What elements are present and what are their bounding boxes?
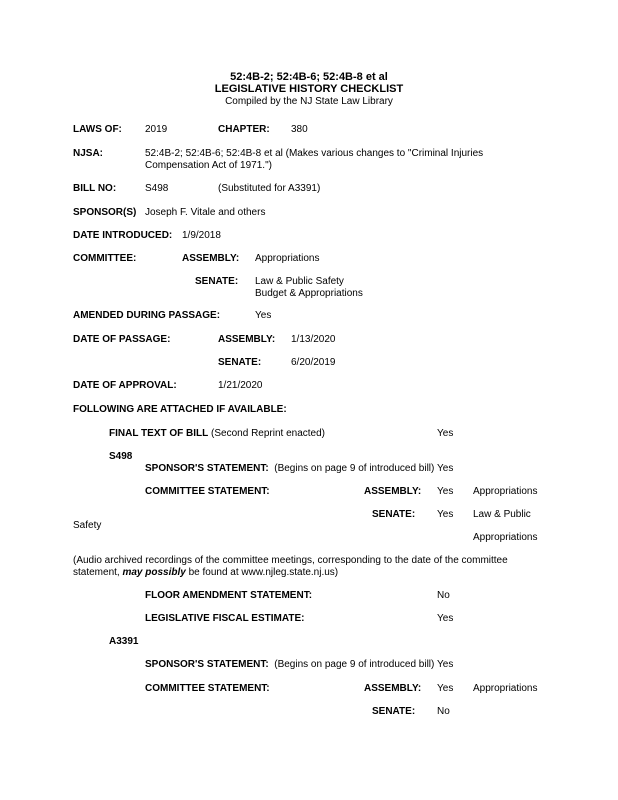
- audio-note-pre: statement,: [73, 567, 123, 578]
- approval-value: 1/21/2020: [218, 380, 263, 391]
- s498-senate-committee: Law & Public: [473, 509, 531, 520]
- a3391-senate-label: SENATE:: [372, 706, 416, 717]
- sponsor-label: SPONSOR(S): [73, 207, 137, 218]
- audio-note-line-2: [73, 567, 338, 579]
- committee-label: COMMITTEE:: [73, 253, 137, 264]
- s498-sponsor-value: Yes: [437, 463, 454, 474]
- a3391-committee-label: COMMITTEE STATEMENT:: [145, 683, 270, 694]
- s498-committee-label: COMMITTEE STATEMENT:: [145, 486, 270, 497]
- s498-fiscal-value: Yes: [437, 613, 454, 624]
- audio-note-line-1: (Audio archived recordings of the committee meetings, corresponding to the date of the committee: [73, 555, 508, 566]
- bill-no-label: BILL NO:: [73, 183, 117, 194]
- committee-assembly-label: ASSEMBLY:: [182, 253, 240, 264]
- page-title: LEGISLATIVE HISTORY CHECKLIST: [214, 83, 404, 95]
- passage-senate-label: SENATE:: [218, 357, 262, 368]
- a3391-sponsor-value: Yes: [437, 659, 454, 670]
- passage-senate-value: 6/20/2019: [291, 357, 336, 368]
- s498-label: S498: [109, 451, 133, 462]
- a3391-sponsor-note: (Begins on page 9 of introduced bill): [274, 659, 435, 670]
- committee-senate-label: SENATE:: [195, 276, 239, 287]
- s498-senate-committee-2: Appropriations: [473, 532, 538, 543]
- passage-label: DATE OF PASSAGE:: [73, 334, 171, 345]
- final-text-label: FINAL TEXT OF BILL: [109, 428, 209, 439]
- s498-senate-value: Yes: [437, 509, 454, 520]
- s498-assembly-value: Yes: [437, 486, 454, 497]
- njsa-label: NJSA:: [73, 148, 104, 159]
- bill-no-value: S498: [145, 183, 169, 194]
- s498-assembly-label: ASSEMBLY:: [364, 486, 422, 497]
- s498-senate-label: SENATE:: [372, 509, 416, 520]
- s498-sponsor-row: [145, 463, 434, 475]
- date-introduced-label: DATE INTRODUCED:: [73, 230, 173, 241]
- chapter-label: CHAPTER:: [218, 124, 270, 135]
- approval-label: DATE OF APPROVAL:: [73, 380, 177, 391]
- final-text-value: Yes: [437, 428, 454, 439]
- audio-note-emphasis: may possibly: [122, 567, 186, 578]
- committee-senate-value-2: Budget & Appropriations: [255, 288, 363, 299]
- statute-heading: 52:4B-2; 52:4B-6; 52:4B-8 et al: [230, 71, 388, 83]
- njsa-value: 52:4B-2; 52:4B-6; 52:4B-8 et al (Makes various changes to "Criminal Injuries Compensation Act of 1971."): [145, 148, 484, 171]
- laws-of-label: LAWS OF:: [73, 124, 122, 135]
- committee-senate-value: Law & Public Safety: [255, 276, 344, 287]
- committee-assembly-value: Appropriations: [255, 253, 320, 264]
- chapter-value: 380: [291, 124, 308, 135]
- final-text-note: (Second Reprint enacted): [211, 428, 326, 439]
- passage-assembly-value: 1/13/2020: [291, 334, 336, 345]
- s498-safety-text: Safety: [73, 520, 102, 531]
- a3391-label: A3391: [109, 636, 139, 647]
- compiled-by-line: Compiled by the NJ State Law Library: [225, 96, 393, 107]
- s498-floor-value: No: [437, 590, 450, 601]
- s498-sponsor-note: (Begins on page 9 of introduced bill): [274, 463, 435, 474]
- a3391-sponsor-row: [145, 659, 434, 671]
- s498-assembly-committee: Appropriations: [473, 486, 538, 497]
- s498-fiscal-label: LEGISLATIVE FISCAL ESTIMATE:: [145, 613, 305, 624]
- audio-note-post: be found at www.njleg.state.nj.us): [185, 567, 339, 578]
- s498-sponsor-label: SPONSOR'S STATEMENT:: [145, 463, 269, 474]
- a3391-assembly-label: ASSEMBLY:: [364, 683, 422, 694]
- amended-value: Yes: [255, 310, 272, 321]
- sponsor-value: Joseph F. Vitale and others: [145, 207, 266, 218]
- a3391-assembly-value: Yes: [437, 683, 454, 694]
- s498-floor-label: FLOOR AMENDMENT STATEMENT:: [145, 590, 313, 601]
- bill-no-note: (Substituted for A3391): [218, 183, 321, 194]
- a3391-assembly-committee: Appropriations: [473, 683, 538, 694]
- amended-label: AMENDED DURING PASSAGE:: [73, 310, 221, 321]
- attachments-heading: FOLLOWING ARE ATTACHED IF AVAILABLE:: [73, 404, 287, 415]
- a3391-senate-value: No: [437, 706, 450, 717]
- final-text-row: [109, 428, 325, 440]
- a3391-sponsor-label: SPONSOR'S STATEMENT:: [145, 659, 269, 670]
- date-introduced-value: 1/9/2018: [182, 230, 221, 241]
- laws-of-value: 2019: [145, 124, 168, 135]
- passage-assembly-label: ASSEMBLY:: [218, 334, 276, 345]
